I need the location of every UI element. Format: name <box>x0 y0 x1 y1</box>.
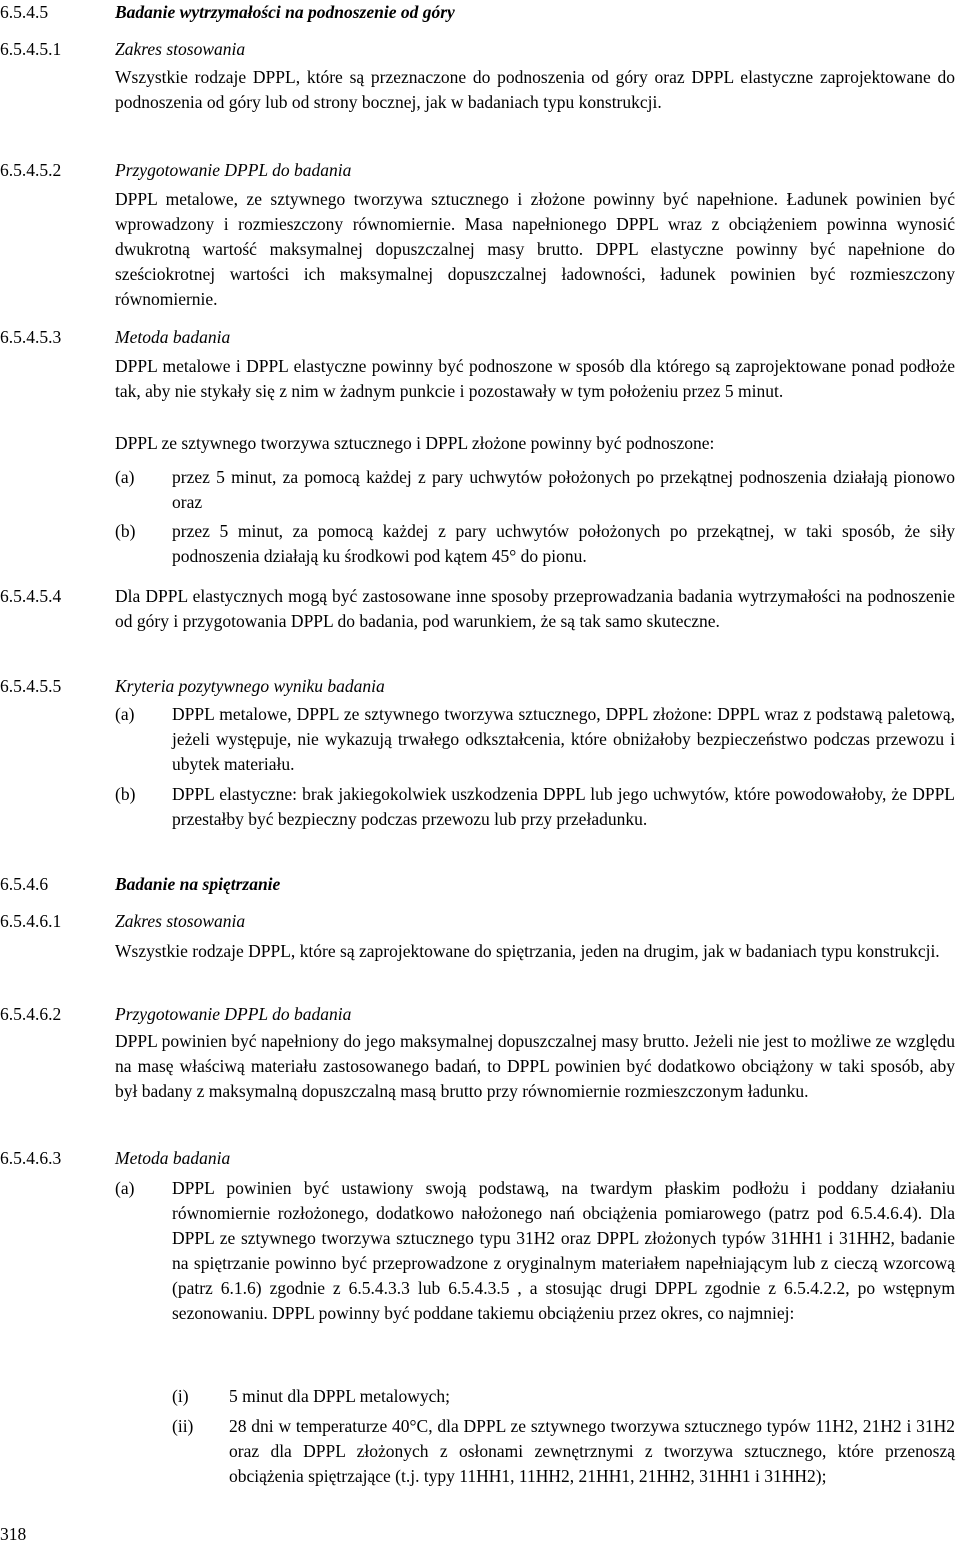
paragraph: DPPL ze sztywnego tworzywa sztucznego i DPPL złożone powinny być podnoszone: <box>115 433 715 453</box>
list-item: 5 minut dla DPPL metalowych; <box>229 1386 450 1406</box>
list-item: DPPL elastyczne: brak jakiegokolwiek uszkodzenia DPPL lub jego uchwytów, które powodowałoby, że DPPL przestałby być bezpieczny podczas przewozu lub przy przeładunku. <box>172 784 955 829</box>
section-title: Badanie wytrzymałości na podnoszenie od góry <box>115 2 455 22</box>
list-item: 28 dni w temperaturze 40°C, dla DPPL ze sztywnego tworzywa sztucznego typów 11H2, 21H2 i 31H2 oraz dla DPPL złożonych z osłonami zewnętrznymi z tworzywa sztucznego, które przenoszą obciążenia spiętrzające (t.j. typy 11HH1, 11HH2, 21HH1, 21HH2, 31HH1 i 31HH2); <box>229 1416 955 1486</box>
paragraph: DPPL metalowe, ze sztywnego tworzywa sztucznego i złożone powinny być napełnione. Ładunek powinien być wprowadzony i rozmieszczony równomiernie. Masa napełnionego DPPL wraz z obciążeniem powinna wynosić dwukrotną wartość maksymalnej dopuszczalnej masy brutto. DPPL elastyczne powinny być napełnione do sześciokrotnej wartości ich maksymalnej dopuszczalnej ładowności, ładunek powinien być rozmieszczony równomiernie. <box>115 189 955 309</box>
list-marker: (a) <box>115 1178 135 1198</box>
section-title: Przygotowanie DPPL do badania <box>115 160 352 180</box>
section-number: 6.5.4.5 <box>0 2 49 22</box>
section-title: Kryteria pozytywnego wyniku badania <box>115 676 385 696</box>
section-title: Zakres stosowania <box>115 39 246 59</box>
section-number: 6.5.4.5.5 <box>0 676 62 696</box>
section-number: 6.5.4.6.2 <box>0 1004 62 1024</box>
paragraph: Dla DPPL elastycznych mogą być zastosowane inne sposoby przeprowadzania badania wytrzymałości na podnoszenie od góry i przygotowania DPPL do badania, pod warunkiem, że są tak samo skuteczne. <box>115 586 955 631</box>
section-title: Metoda badania <box>115 1148 231 1168</box>
section-number: 6.5.4.5.3 <box>0 327 62 347</box>
list-marker: (b) <box>115 784 136 804</box>
list-marker: (i) <box>172 1386 189 1406</box>
section-number: 6.5.4.5.4 <box>0 586 62 606</box>
section-number: 6.5.4.6.1 <box>0 911 62 931</box>
paragraph: DPPL metalowe i DPPL elastyczne powinny być podnoszone w sposób dla którego są zaprojektowane ponad podłoże tak, aby nie stykały się z nim w żadnym punkcie i pozostawały w tym położeniu przez 5 minut. <box>115 356 955 401</box>
list-marker: (a) <box>115 467 135 487</box>
list-marker: (ii) <box>172 1416 194 1436</box>
section-title: Badanie na spiętrzanie <box>115 874 281 894</box>
paragraph: Wszystkie rodzaje DPPL, które są przeznaczone do podnoszenia od góry oraz DPPL elastyczne zaprojektowane do podnoszenia od góry lub od strony bocznej, jak w badaniach typu konstrukcji. <box>115 67 955 112</box>
list-item: DPPL metalowe, DPPL ze sztywnego tworzywa sztucznego, DPPL złożone: DPPL wraz z podstawą paletową, jeżeli występuje, nie wykazują trwałego odkształcenia, które obniżałoby bezpieczeństwo podczas przewozu i ubytek materiału. <box>172 704 955 774</box>
section-title: Metoda badania <box>115 327 231 347</box>
page-number: 318 <box>0 1524 27 1544</box>
list-item: przez 5 minut, za pomocą każdej z pary uchwytów położonych po przekątnej podnoszenia działają pionowo oraz <box>172 467 955 512</box>
list-item: DPPL powinien być ustawiony swoją podstawą, na twardym płaskim podłożu i poddany działaniu równomiernie rozłożonego, dodatkowo nałożonego nań obciążenia pomiarowego (patrz pod 6.5.4.6.4). Dla DPPL ze sztywnego tworzywa sztucznego typu 31H2 oraz DPPL złożonych typów 31HH1 i 31HH2, badanie na spiętrzanie powinno być przeprowadzone z oryginalnym materiałem napełniającym lub z cieczą wzorcową (patrz 6.1.6) zgodnie z 6.5.4.3.3 lub 6.5.4.3.5 , a stosując drugi DPPL zgodnie z 6.5.4.2.2, po wstępnym sezonowaniu. DPPL powinny być poddane takiemu obciążeniu przez okres, co najmniej: <box>172 1178 955 1323</box>
section-number: 6.5.4.5.2 <box>0 160 62 180</box>
list-marker: (b) <box>115 521 136 541</box>
section-number: 6.5.4.6 <box>0 874 49 894</box>
section-number: 6.5.4.5.1 <box>0 39 62 59</box>
list-marker: (a) <box>115 704 135 724</box>
list-item: przez 5 minut, za pomocą każdej z pary uchwytów położonych po przekątnej, w taki sposób, że siły podnoszenia działają ku środkowi pod kątem 45° do pionu. <box>172 521 955 566</box>
section-title: Zakres stosowania <box>115 911 246 931</box>
section-title: Przygotowanie DPPL do badania <box>115 1004 352 1024</box>
paragraph: Wszystkie rodzaje DPPL, które są zaprojektowane do spiętrzania, jeden na drugim, jak w badaniach typu konstrukcji. <box>115 941 940 961</box>
paragraph: DPPL powinien być napełniony do jego maksymalnej dopuszczalnej masy brutto. Jeżeli nie jest to możliwe ze względu na masę właściwą materiału zastosowanego badań, to DPPL powinien być dodatkowo obciążony w taki sposób, aby był badany z maksymalną dopuszczalną masą brutto przy równomiernie rozmieszczonym ładunku. <box>115 1031 955 1101</box>
section-number: 6.5.4.6.3 <box>0 1148 62 1168</box>
